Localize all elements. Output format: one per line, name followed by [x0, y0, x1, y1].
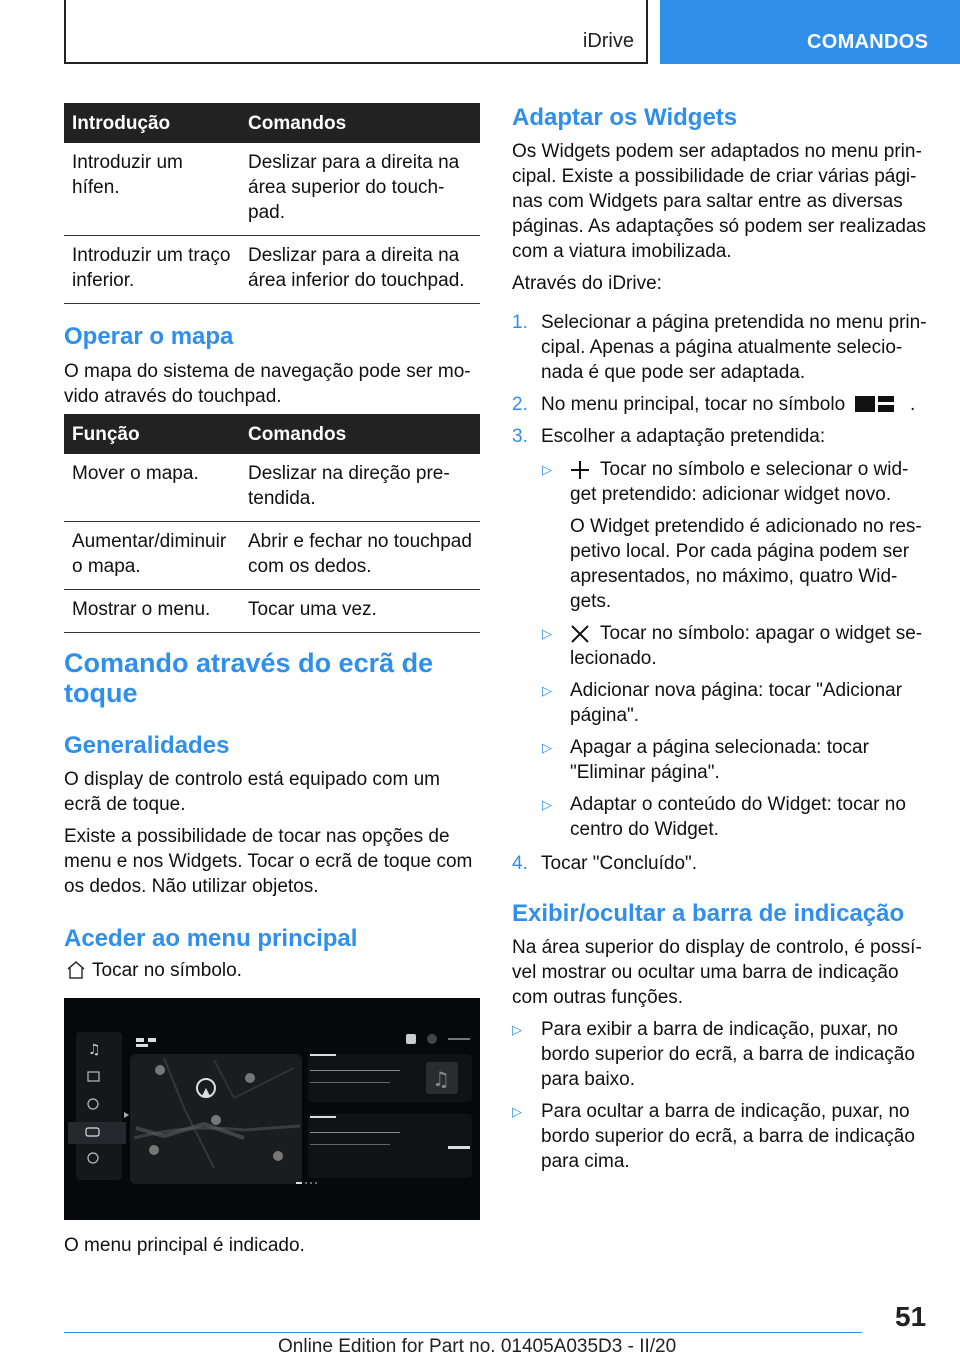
- bullet-triangle-icon: ▷: [542, 683, 552, 698]
- table-row: [64, 236, 480, 304]
- column-header: Função: [64, 414, 240, 454]
- column-header: Introdução: [64, 103, 240, 143]
- step-text: Tocar "Concluído".: [541, 853, 698, 874]
- map-text: O mapa do sistema de navegação pode ser mo-vido através do touchpad.: [64, 361, 471, 407]
- main-menu-caption: O menu principal é indicado.: [64, 1235, 305, 1256]
- table-cell: Mover o mapa.: [64, 454, 240, 522]
- step-text: Selecionar a página pretendida no menu prin-cipal. Apenas a página atualmente selecio-nada é que pode ser adaptada.: [541, 312, 927, 383]
- table-header-row: [64, 103, 480, 143]
- touch-heading: Comando através do ecrã de toque: [64, 648, 434, 708]
- svg-text:♫: ♫: [432, 1067, 450, 1091]
- status-bar-intro: Na área superior do display de controlo, é possí-vel mostrar ou ocultar uma barra de indicação com outras funções.: [512, 937, 922, 1008]
- widgets-via: Através do iDrive:: [512, 273, 662, 294]
- footer-divider: [64, 1332, 862, 1333]
- step-number: 4.: [512, 853, 528, 874]
- map-commands-table: [64, 414, 480, 633]
- step-number: 3.: [512, 426, 528, 447]
- option-text: Apagar a página selecionada: tocar "Eliminar página".: [570, 737, 869, 783]
- header-frame: [64, 0, 648, 64]
- bullet-triangle-icon: ▷: [512, 1022, 522, 1037]
- step-number: 2.: [512, 394, 528, 415]
- bullet-triangle-icon: ▷: [542, 797, 552, 812]
- input-commands-table: [64, 103, 480, 304]
- table-cell: Deslizar na direção pre-tendida.: [240, 454, 480, 522]
- bullet-triangle-icon: ▷: [542, 626, 552, 641]
- table-cell: Deslizar para a direita na área superior do touch- pad.: [240, 143, 480, 236]
- general-subheading: Generalidades: [64, 732, 230, 759]
- main-menu-heading: Aceder ao menu principal: [64, 925, 358, 952]
- step-text: Escolher a adaptação pretendida:: [541, 426, 826, 447]
- footer-edition: Online Edition for Part no. 01405A035D3 - II/20: [278, 1336, 677, 1357]
- widgets-intro: Os Widgets podem ser adaptados no menu prin-cipal. Existe a possibilidade de criar várias pági-nas com Widgets para saltar entre as diversas páginas. As adaptações só podem ser realizadas com a viatura imobilizada.: [512, 141, 927, 262]
- step-text-suffix: .: [910, 394, 916, 415]
- touch-paragraph-1: O display de controlo está equipado com um ecrã de toque.: [64, 769, 440, 815]
- step-number: 1.: [512, 312, 528, 333]
- option-text: Adaptar o conteúdo do Widget: tocar no centro do Widget.: [570, 794, 906, 840]
- column-header: Comandos: [240, 414, 480, 454]
- map-heading: Operar o mapa: [64, 323, 234, 350]
- widget-grid-icon: [855, 394, 901, 414]
- step-text: No menu principal, tocar no símbolo: [541, 394, 846, 415]
- table-cell: Introduzir um hífen.: [64, 143, 240, 236]
- option-note: O Widget pretendido é adicionado no res-petivo local. Por cada página podem ser apresentados, no máximo, quatro Wid-gets.: [570, 516, 922, 612]
- chapter-title: iDrive: [582, 30, 634, 52]
- table-row: [64, 522, 480, 590]
- bullet-triangle-icon: ▷: [542, 462, 552, 477]
- table-row: [64, 590, 480, 633]
- option-text: Tocar no símbolo: apagar o widget se-lecionado.: [570, 623, 923, 669]
- table-header-row: [64, 414, 480, 454]
- bullet-triangle-icon: ▷: [542, 740, 552, 755]
- page-number: 51: [895, 1301, 927, 1332]
- option-text: Adicionar nova página: tocar "Adicionar página".: [570, 680, 903, 726]
- table-cell: Tocar uma vez.: [240, 590, 480, 633]
- widgets-heading: Adaptar os Widgets: [512, 104, 738, 131]
- home-icon: [66, 960, 86, 980]
- svg-text:♫: ♫: [88, 1042, 101, 1058]
- bullet-triangle-icon: ▷: [512, 1104, 522, 1119]
- touch-paragraph-2: Existe a possibilidade de tocar nas opções de menu e nos Widgets. Tocar o ecrã de toque com os dedos. Não utilizar objetos.: [64, 826, 473, 897]
- status-bar-item: Para exibir a barra de indicação, puxar, no bordo superior do ecrã, a barra de indicação para baixo.: [541, 1019, 915, 1090]
- section-tab: COMANDOS: [660, 0, 960, 64]
- option-text: Tocar no símbolo e selecionar o wid-get pretendido: adicionar widget novo.: [570, 459, 909, 505]
- table-cell: Aumentar/diminuir o mapa.: [64, 522, 240, 590]
- main-menu-screenshot: [64, 998, 480, 1220]
- status-bar-item: Para ocultar a barra de indicação, puxar, no bordo superior do ecrã, a barra de indicação para cima.: [541, 1101, 915, 1172]
- table-cell: Mostrar o menu.: [64, 590, 240, 633]
- table-cell: Introduzir um traço inferior.: [64, 236, 240, 304]
- table-cell: Deslizar para a direita na área inferior do touchpad.: [240, 236, 480, 304]
- table-row: [64, 143, 480, 236]
- table-cell: Abrir e fechar no touchpad com os dedos.: [240, 522, 480, 590]
- status-bar-heading: Exibir/ocultar a barra de indicação: [512, 900, 905, 927]
- display-illustration: [64, 998, 480, 1220]
- column-header: Comandos: [240, 103, 480, 143]
- table-row: [64, 454, 480, 522]
- main-menu-instruction: Tocar no símbolo.: [92, 960, 242, 981]
